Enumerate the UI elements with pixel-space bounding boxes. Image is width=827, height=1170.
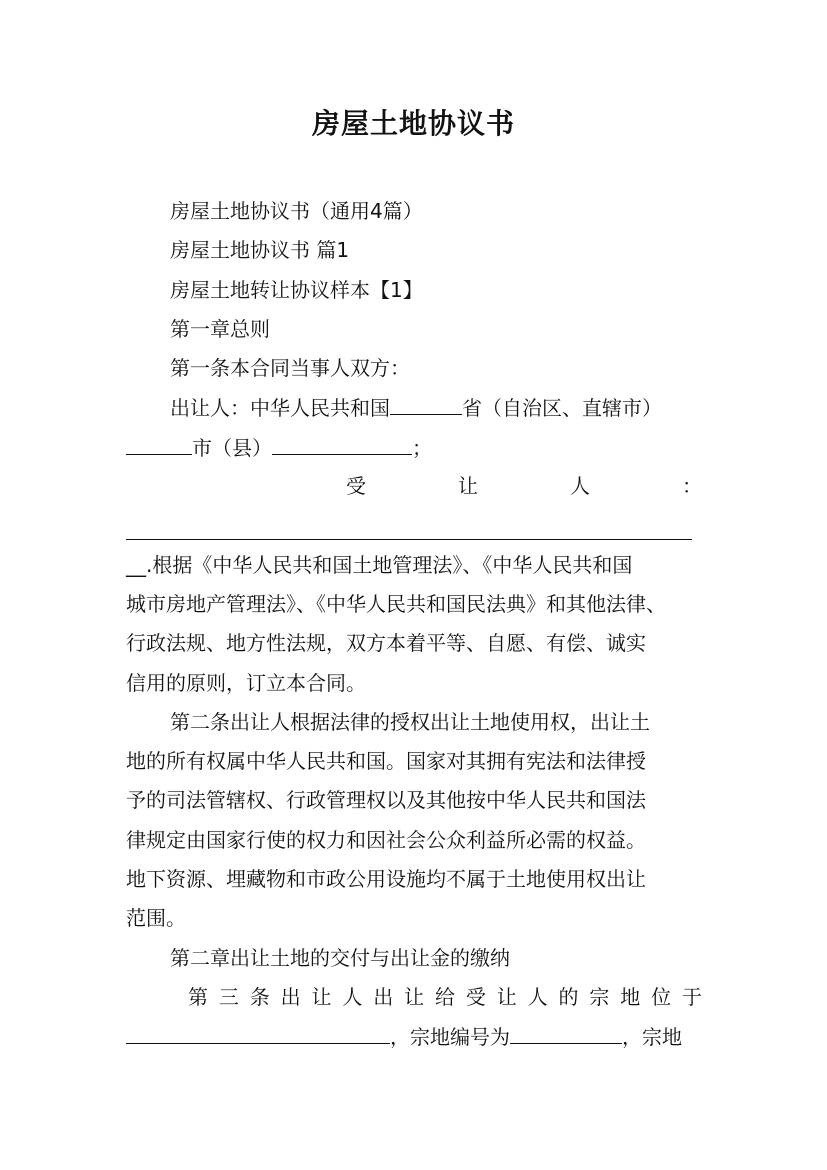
text-segment: 的	[558, 984, 579, 1009]
paragraph-line: 第二条出让人根据法律的授权出让土地使用权，出让土	[170, 709, 650, 734]
text-segment: 人	[527, 984, 548, 1009]
text-segment: 第	[188, 984, 208, 1009]
text-segment: 让	[311, 984, 332, 1009]
text-segment: 位	[651, 984, 672, 1009]
paragraph-line: 信用的原则，订立本合同。	[126, 670, 366, 695]
paragraph-line: 房屋土地协议书（通用4篇）	[170, 199, 423, 223]
paragraph-line: 房屋土地转让协议样本【1】	[170, 277, 423, 302]
paragraph-line: 范围。	[126, 906, 186, 931]
text-segment: ，宗地编号为	[390, 1025, 510, 1050]
paragraph-line: 第一条本合同当事人双方：	[170, 356, 410, 381]
paragraph-line: 行政法规、地方性法规，双方本着平等、自愿、有偿、诚实	[126, 631, 646, 656]
paragraph-line: 房屋土地协议书 篇1	[170, 238, 350, 263]
paragraph-line	[126, 428, 702, 467]
text-segment: 于	[682, 984, 702, 1009]
document-title: 房屋土地协议书	[311, 107, 515, 140]
text-segment: 人	[570, 474, 590, 499]
blank-field	[126, 428, 192, 455]
text-segment: ，宗地	[622, 1025, 682, 1050]
text-segment: 条	[249, 984, 270, 1009]
text-segment: 让	[404, 984, 425, 1009]
blank-field	[272, 428, 412, 455]
text-segment: 市（县）	[192, 435, 272, 460]
chapter-heading: 第二章出让土地的交付与出让金的缴纳	[170, 945, 510, 970]
text-segment: 出	[280, 984, 301, 1009]
text-segment: 出	[373, 984, 394, 1009]
text-segment: 出让人：中华人民共和国	[170, 396, 390, 421]
paragraph-line: 城市房地产管理法》、《中华人民共和国民法典》和其他法律、	[126, 591, 666, 616]
text-segment: 受	[465, 984, 486, 1009]
text-segment: 让	[458, 474, 478, 499]
text-segment: 地	[620, 984, 641, 1009]
paragraph-line: __.根据《中华人民共和国土地管理法》、《中华人民共和国	[126, 552, 633, 577]
text-segment: 受	[346, 474, 366, 499]
paragraph-line: 地下资源、埋藏物和市政公用设施均不属于土地使用权出让	[126, 867, 646, 892]
blank-field	[126, 506, 702, 545]
blank-field	[390, 388, 462, 415]
text-segment: 人	[342, 984, 363, 1009]
chapter-heading: 第一章总则	[170, 316, 270, 341]
text-segment: 宗	[589, 984, 610, 1009]
document-body	[126, 192, 702, 1057]
text-segment: ：	[682, 474, 702, 499]
text-segment: ；	[412, 435, 432, 460]
blank-field	[510, 1017, 622, 1044]
paragraph-line	[126, 388, 702, 427]
paragraph-line: 予的司法管辖权、行政管理权以及其他按中华人民共和国法	[126, 788, 646, 813]
paragraph-line	[126, 978, 702, 1017]
text-segment: 三	[218, 984, 239, 1009]
paragraph-line	[126, 1017, 702, 1056]
blank-field	[126, 1017, 390, 1044]
paragraph-line: 地的所有权属中华人民共和国。国家对其拥有宪法和法律授	[126, 749, 646, 774]
paragraph-line: 律规定由国家行使的权力和因社会公众利益所必需的权益。	[126, 827, 646, 852]
text-segment: 让	[496, 984, 517, 1009]
text-segment: 给	[435, 984, 455, 1009]
text-segment: 省（自治区、直辖市）	[462, 396, 662, 421]
paragraph-line	[126, 467, 702, 506]
